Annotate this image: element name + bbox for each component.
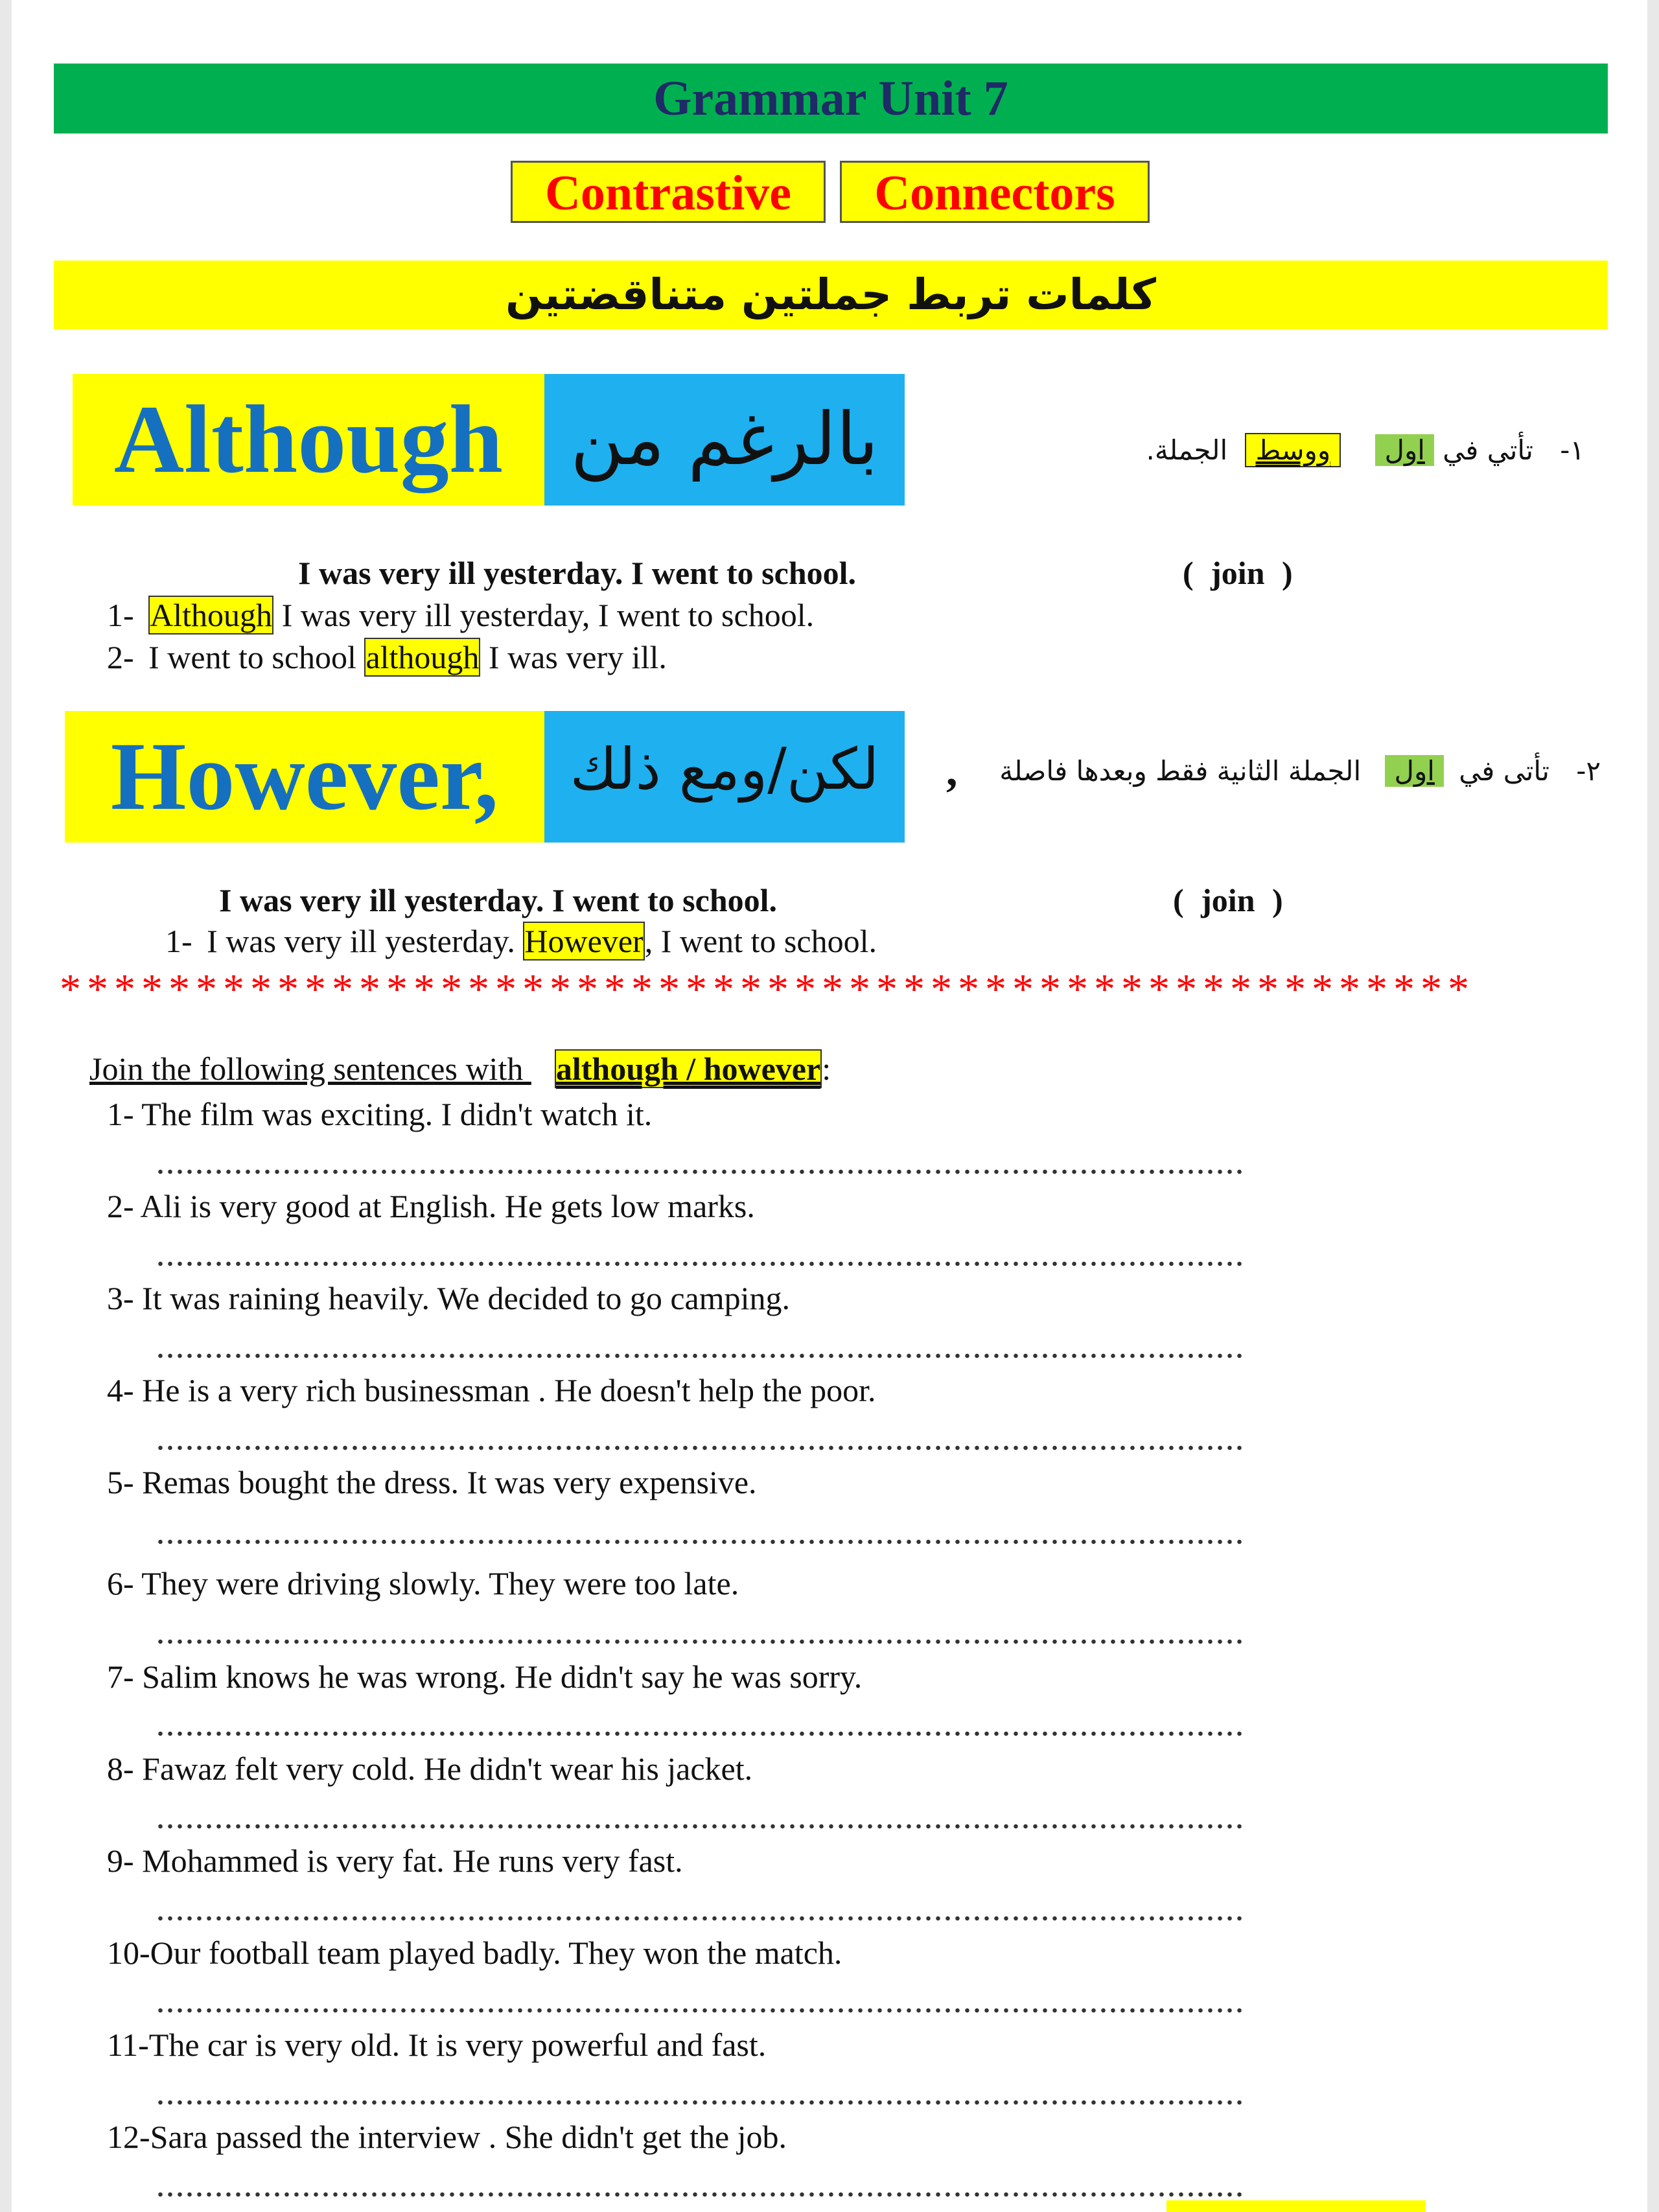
answer-line[interactable] — [156, 1539, 1244, 1545]
rule-middle-highlight: ووسط — [1245, 433, 1341, 467]
rule-first-highlight: اول — [1375, 434, 1433, 466]
example-rest: I was very ill. — [480, 639, 667, 675]
rule-prefix: تأتي في — [1443, 434, 1533, 466]
exercise-item: 8- Fawaz felt very cold. He didn't wear his jacket. — [107, 1751, 753, 1787]
exercise-item: 7- Salim knows he was wrong. He didn't say he was sorry. — [107, 1659, 863, 1695]
title-connectors: Connectors — [840, 161, 1150, 223]
comma-mark: , — [946, 746, 958, 796]
exercise-item: 10-Our football team played badly. They won the match. — [107, 1935, 842, 1971]
highlight-fragment — [1166, 2200, 1426, 2212]
exercise-item: 1- The film was exciting. I didn't watch it. — [107, 1096, 653, 1132]
however-highlight: However — [524, 923, 644, 959]
answer-line[interactable] — [156, 1730, 1244, 1737]
rule-suffix: الجملة الثانية فقط وبعدها فاصلة — [999, 755, 1362, 787]
answer-line[interactable] — [156, 1915, 1244, 1922]
exercise-item: 5- Remas bought the dress. It was very expensive. — [107, 1464, 757, 1500]
rule-number: ٢- — [1576, 755, 1601, 787]
exercise-item: 3- It was raining heavily. We decided to go camping. — [107, 1280, 791, 1316]
answer-line[interactable] — [156, 1261, 1244, 1267]
answer-line[interactable] — [156, 1169, 1244, 1175]
exercise-item: 12-Sara passed the interview . She didn't get the job. — [107, 2119, 787, 2155]
answer-line[interactable] — [156, 2007, 1244, 2014]
answer-line[interactable] — [156, 1823, 1244, 1830]
however-arabic-banner: لكن/ومع ذلك — [544, 711, 905, 843]
instruction-highlight: although / however — [555, 1051, 821, 1087]
example-rest: I was very ill yesterday, I went to school. — [273, 597, 815, 633]
exercise-item: 9- Mohammed is very fat. He runs very fast. — [107, 1843, 683, 1879]
instruction-text: Join the following sentences with — [89, 1051, 531, 1087]
answer-line[interactable] — [156, 2191, 1244, 2198]
arabic-subtitle: كلمات تربط جملتين متناقضتين — [54, 261, 1608, 329]
unit-title: Grammar Unit 7 — [54, 64, 1608, 134]
however-example-prompt: I was very ill yesterday. I went to school. — [219, 882, 778, 918]
however-join-label: ( join ) — [1173, 882, 1283, 918]
however-rule — [999, 755, 1601, 787]
star-divider: **************************************************** — [60, 967, 1475, 1012]
answer-line[interactable] — [156, 2099, 1244, 2106]
rule-number: ١- — [1560, 434, 1584, 466]
example-rest: , I went to school. — [644, 923, 877, 959]
although-rule — [1146, 434, 1584, 466]
although-arabic-banner: بالرغم من — [544, 374, 905, 506]
example-number: 1- — [107, 597, 134, 633]
however-example-1 — [165, 922, 877, 960]
although-banner: Although — [73, 374, 544, 506]
example-pre: I went to school — [148, 639, 365, 675]
instruction-colon: : — [822, 1051, 831, 1087]
answer-line[interactable] — [156, 1353, 1244, 1359]
although-example-2 — [107, 638, 667, 676]
although-join-label: ( join ) — [1183, 555, 1293, 591]
exercise-instruction — [89, 1050, 831, 1088]
answer-line[interactable] — [156, 1445, 1244, 1451]
example-pre: I was very ill yesterday. — [207, 923, 524, 959]
title-contrastive: Contrastive — [511, 161, 826, 223]
rule-first-highlight: اول — [1385, 755, 1443, 787]
although-highlight: Although — [150, 597, 273, 633]
however-banner: However, — [65, 711, 544, 843]
example-number: 2- — [107, 639, 134, 675]
answer-line[interactable] — [156, 1638, 1244, 1645]
although-example-1 — [107, 596, 814, 634]
rule-prefix: تأتى في — [1459, 755, 1549, 787]
exercise-item: 6- They were driving slowly. They were too late. — [107, 1565, 739, 1601]
exercise-item: 11-The car is very old. It is very powerful and fast. — [107, 2027, 767, 2063]
although-highlight: although — [365, 639, 480, 675]
exercise-item: 4- He is a very rich businessman . He doesn't help the poor. — [107, 1372, 876, 1408]
rule-suffix: الجملة. — [1146, 434, 1228, 466]
exercise-item: 2- Ali is very good at English. He gets low marks. — [107, 1188, 755, 1224]
although-example-prompt: I was very ill yesterday. I went to school. — [298, 555, 857, 591]
example-number: 1- — [165, 923, 192, 959]
